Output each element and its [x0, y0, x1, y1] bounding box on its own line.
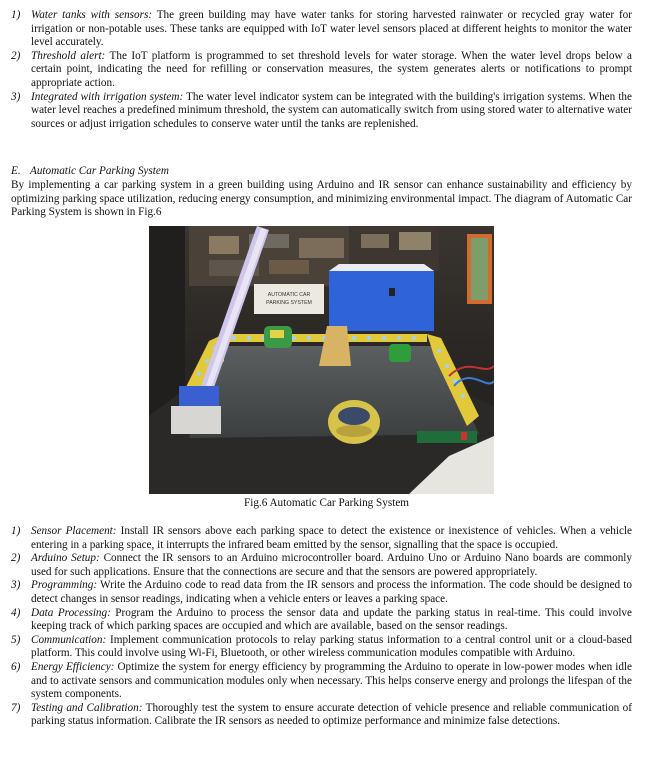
figure-caption: Fig.6 Automatic Car Parking System: [243, 497, 409, 509]
list-term: Testing and Calibration:: [31, 701, 143, 714]
list-text: Thoroughly test the system to ensure accurate detection of vehicle presence and reliable communication of parking status information. Calibrate the IR sensors as needed to optimize performance and minimize false detections.: [31, 701, 632, 728]
list-number: 6): [11, 660, 21, 673]
list-number: 1): [11, 9, 21, 21]
parking-model-image: [149, 226, 494, 494]
list-item: [0, 702, 653, 729]
list-item: [0, 525, 653, 552]
section-letter: E.: [11, 165, 21, 177]
list-item: [0, 634, 653, 661]
list-term: Programming:: [31, 579, 98, 592]
list-number: 1): [11, 525, 21, 537]
sign-line-1: AUTOMATIC CAR: [267, 292, 311, 298]
list-item: [0, 552, 653, 579]
list-number: 3): [11, 90, 21, 103]
list-text: Write the Arduino code to read data from the IR sensors and process the information. The code should be designed to detect changes in sensor readings, indicating when a vehicle enters or leaves a parking space.: [31, 579, 632, 605]
list-term: Communication:: [31, 633, 107, 646]
list-term: Water tanks with sensors:: [31, 9, 153, 21]
figure-photo: [149, 226, 494, 494]
list-text: The green building may have water tanks for storing harvested rainwater or recycled gray water for irrigation or non-potable uses. These tanks are equipped with IoT water level sensors placed at different heights to monitor the water level accurately.: [31, 9, 632, 49]
list-text: Implement communication protocols to relay parking status information to a central control unit or a cloud-based platform. This could involve using Wi-Fi, Bluetooth, or other wireless communication modules compatible with Arduino.: [31, 633, 632, 660]
list-term: Energy Efficiency:: [31, 660, 115, 673]
list-number: 3): [11, 579, 21, 592]
list-term: Arduino Setup:: [31, 552, 100, 565]
list-term: Integrated with irrigation system:: [31, 90, 184, 103]
section-title: Automatic Car Parking System: [30, 165, 169, 177]
list-number: 4): [11, 606, 21, 619]
list-text: Optimize the system for energy efficiency by programming the Arduino to operate in low-power modes when idle and to activate sensors and communication modules only when necessary. This helps conserve energy and prolongs the lifespan of the system components.: [31, 660, 632, 701]
parking-steps-list: [0, 525, 653, 729]
list-number: 2): [11, 49, 21, 62]
list-item: [0, 579, 653, 606]
list-item: [0, 50, 653, 91]
sign-line-2: PARKING SYSTEM: [266, 300, 312, 306]
list-item: [0, 91, 653, 132]
section-paragraph: By implementing a car parking system in a green building using Arduino and IR sensor can enhance sustainability and efficiency by optimizing parking space utilization, reducing energy consumption, and minimizing environmental impact. The diagram of Automatic Car Parking System is shown in Fig.6: [11, 179, 632, 219]
list-text: Install IR sensors above each parking space to detect the existence or inexistence of vehicles. When a vehicle entering in a parking space, it interrupts the infrared beam emitted by the sensor, signalling that the space is occupied.: [31, 525, 632, 551]
list-text: The IoT platform is programmed to set threshold levels for water storage. When the water level drops below a certain point, indicating the need for refilling or conservation measures, the system generates alerts or notifications to prompt appropriate action.: [31, 49, 632, 89]
water-tank-feature-list: [0, 9, 653, 131]
list-number: 7): [11, 701, 21, 714]
list-term: Threshold alert:: [31, 49, 106, 62]
list-item: [0, 661, 653, 702]
list-number: 2): [11, 552, 21, 565]
list-item: [0, 9, 653, 50]
circuit-board: [417, 431, 477, 443]
list-term: Sensor Placement:: [31, 525, 117, 537]
list-number: 5): [11, 633, 21, 646]
list-text: Connect the IR sensors to an Arduino microcontroller board. Arduino Uno or Arduino Nano boards are commonly used for such applications. Ensure that the connections are secure and that the sensors are powered appropriately.: [31, 552, 632, 578]
list-text: Program the Arduino to process the sensor data and update the parking status in real-time. This could involve keeping track of which parking spaces are occupied and which are available, based on the sensor readings.: [31, 606, 632, 633]
list-item: [0, 607, 653, 634]
car-small-green: [389, 344, 411, 362]
section-heading: [11, 165, 169, 179]
list-term: Data Processing:: [31, 606, 111, 619]
list-text: The water level indicator system can be integrated with the building's irrigation systems. When the water level reaches a predefined minimum threshold, the system can automatically switch from using stored water to alternative water sources or adjust irrigation schedules to conserve water until the tanks are replenished.: [31, 90, 632, 130]
